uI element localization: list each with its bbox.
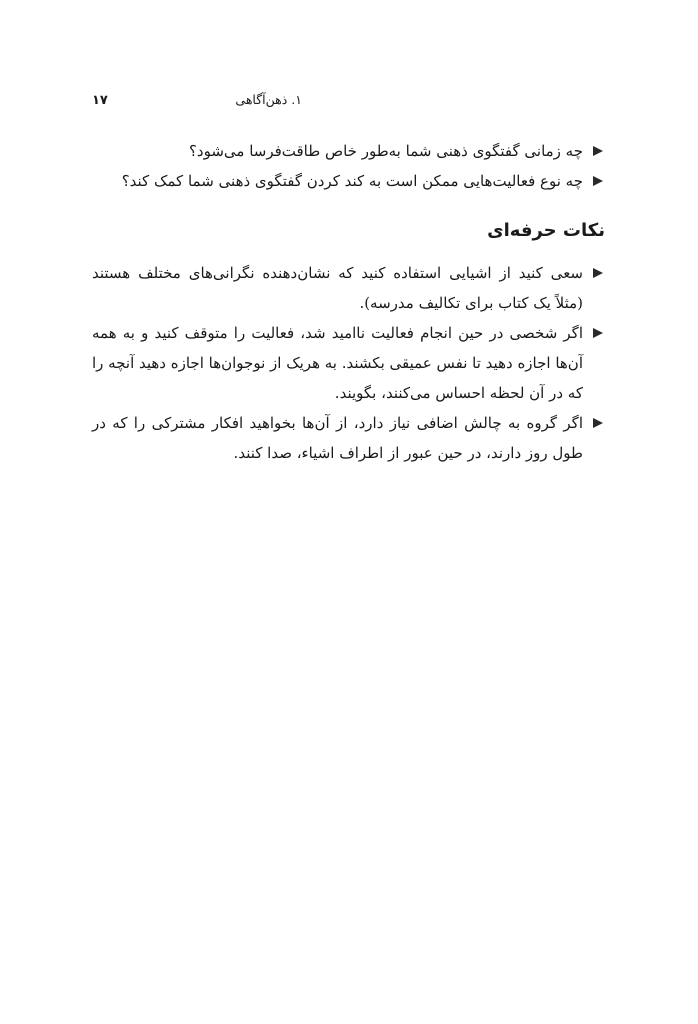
question-text: چه نوع فعالیت‌هایی ممکن است به کند کردن گفتگوی ذهنی شما کمک کند؟ [121, 172, 583, 190]
triangle-bullet-icon [593, 146, 603, 156]
running-header [92, 92, 302, 108]
triangle-bullet-icon [593, 176, 603, 186]
tip-text: اگر شخصی در حین انجام فعالیت ناامید شد، فعالیت را متوقف کنید و به همه آن‌ها اجازه دهید تا نفس عمیقی بکشند. به هریک از نوجوان‌ها اجازه دهید آنچه را که در آن لحظه احساس می‌کنند، بگویند. [91, 324, 583, 402]
list-item [92, 258, 605, 318]
list-item [92, 136, 605, 166]
question-text: چه زمانی گفتگوی ذهنی شما به‌طور خاص طاقت‌فرسا می‌شود؟ [188, 142, 583, 160]
chapter-title: ۱. ذهن‌آگاهی [235, 92, 302, 107]
page-number: ۱۷ [92, 93, 108, 108]
triangle-bullet-icon [593, 418, 603, 428]
tip-text: سعی کنید از اشیایی استفاده کنید که نشان‌دهنده نگرانی‌های مختلف هستند (مثلاً یک کتاب برای تکالیف مدرسه). [92, 264, 583, 312]
list-item [92, 318, 605, 408]
list-item [92, 166, 605, 196]
section-heading: نکات حرفه‌ای [487, 220, 605, 241]
tip-text: اگر گروه به چالش اضافی نیاز دارد، از آن‌ها بخواهید افکار مشترکی را که در طول روز دارند، در حین عبور از اطراف اشیاء، صدا کنند. [92, 414, 583, 462]
question-list [92, 136, 605, 196]
list-item [92, 408, 605, 468]
triangle-bullet-icon [593, 268, 603, 278]
tips-list [92, 258, 605, 468]
triangle-bullet-icon [593, 328, 603, 338]
